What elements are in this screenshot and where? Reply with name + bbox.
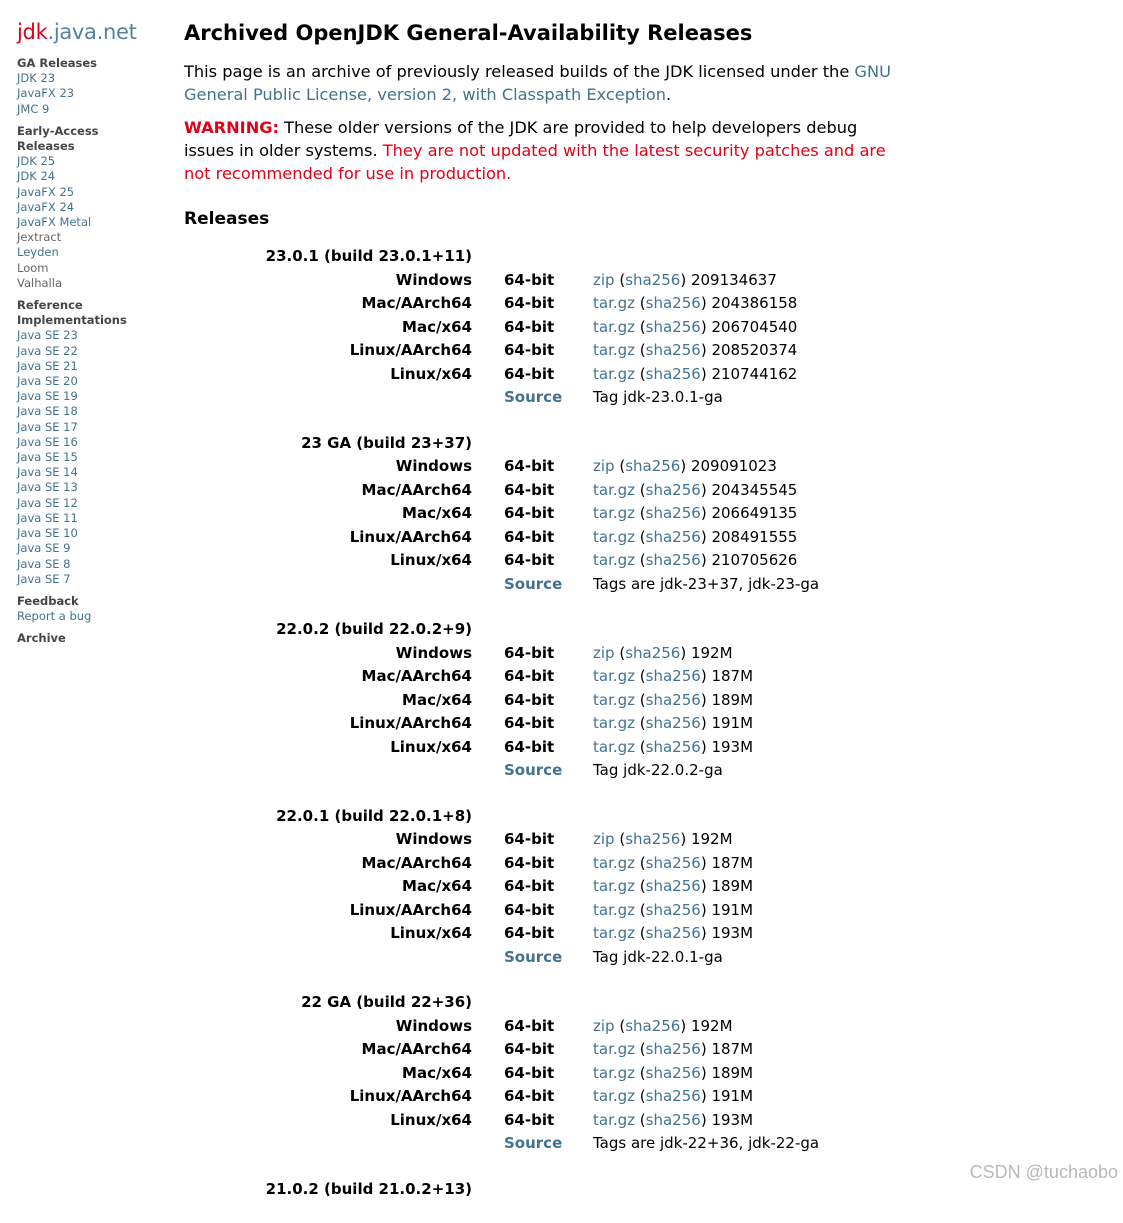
archive-download-link[interactable]: tar.gz <box>593 690 636 709</box>
archive-download-link[interactable]: tar.gz <box>593 1040 636 1058</box>
arch-label: 64-bit <box>504 457 555 475</box>
source-tag: Tag jdk-22.0.1-ga <box>593 947 723 966</box>
download-links: tar.gz (sha256) 191M <box>593 900 754 919</box>
platform-label: Windows <box>395 270 472 289</box>
platform-label: Mac/AArch64 <box>361 853 472 872</box>
file-size: 210744162 <box>711 364 798 383</box>
archive-download-link[interactable]: tar.gz <box>593 737 636 756</box>
license-link[interactable]: GNU General Public License, version 2, with Classpath Exception <box>184 62 891 104</box>
source-tag: Tags are jdk-23+37, jdk-23-ga <box>593 574 820 593</box>
sha256-link[interactable]: sha256 <box>645 294 701 312</box>
sha256-link[interactable]: sha256 <box>645 667 701 685</box>
releases-heading: Releases <box>184 209 270 229</box>
arch-label: 64-bit <box>504 294 555 312</box>
archive-download-link[interactable]: tar.gz <box>593 900 636 919</box>
file-size: 204386158 <box>711 294 798 312</box>
download-row <box>184 828 904 852</box>
platform-label: Linux/x64 <box>390 551 472 569</box>
nav-link-javafx-25[interactable]: JavaFX 25 <box>17 184 75 199</box>
download-links: tar.gz (sha256) 206704540 <box>593 317 798 336</box>
download-links: tar.gz (sha256) 189M <box>593 877 754 895</box>
nav-heading-feedback: Feedback <box>17 593 79 608</box>
nav-link-jmc-9[interactable]: JMC 9 <box>17 101 50 116</box>
arch-label: 64-bit <box>504 480 555 499</box>
file-size: 189M <box>711 1063 754 1082</box>
release-block <box>184 1178 904 1202</box>
download-row <box>184 292 904 316</box>
download-row <box>184 689 904 713</box>
sha256-link[interactable]: sha256 <box>645 714 701 732</box>
nav-link-jextract[interactable]: Jextract <box>17 230 62 245</box>
archive-download-link[interactable]: tar.gz <box>593 341 636 359</box>
sidebar-nav <box>17 18 167 654</box>
sha256-link[interactable]: sha256 <box>645 924 701 942</box>
intro-paragraph <box>184 60 904 106</box>
nav-link-java-se-12[interactable]: Java SE 12 <box>17 495 78 510</box>
file-size: 193M <box>711 924 754 942</box>
file-size: 206649135 <box>711 504 798 522</box>
sha256-link[interactable]: sha256 <box>625 1016 681 1035</box>
platform-label: Mac/x64 <box>402 690 472 709</box>
nav-link-javafx-metal[interactable]: JavaFX Metal <box>17 215 92 230</box>
source-link[interactable]: Source <box>504 761 563 779</box>
nav-heading-reference-implementations: Reference Implementations <box>17 298 127 328</box>
sha256-link[interactable]: sha256 <box>645 877 701 895</box>
archive-download-link[interactable]: tar.gz <box>593 480 636 499</box>
platform-label: Windows <box>395 830 472 848</box>
sha256-link[interactable]: sha256 <box>645 504 701 522</box>
download-row <box>184 875 904 899</box>
sha256-link[interactable]: sha256 <box>645 1087 701 1105</box>
platform-spacer <box>184 1132 472 1156</box>
file-size: 192M <box>690 1016 733 1035</box>
platform-label: Windows <box>395 457 472 475</box>
download-row <box>184 852 904 876</box>
sha256-link[interactable]: sha256 <box>625 643 681 662</box>
platform-spacer <box>184 386 472 410</box>
platform-label: Linux/x64 <box>390 737 472 756</box>
platform-label: Mac/x64 <box>402 504 472 522</box>
arch-label: 64-bit <box>504 853 555 872</box>
download-row <box>184 922 904 946</box>
nav-link-loom[interactable]: Loom <box>17 260 49 275</box>
intro-end: . <box>666 85 672 104</box>
archive-download-link[interactable]: tar.gz <box>593 714 636 732</box>
arch-label: 64-bit <box>504 1040 555 1058</box>
release-block <box>184 805 904 970</box>
archive-download-link[interactable]: zip <box>593 270 615 289</box>
sha256-link[interactable]: sha256 <box>645 1063 701 1082</box>
source-link[interactable]: Source <box>504 388 563 406</box>
arch-label: 64-bit <box>504 270 555 289</box>
release-block <box>184 432 904 597</box>
platform-label: Linux/AArch64 <box>349 341 472 359</box>
arch-label: 64-bit <box>504 737 555 756</box>
platform-label: Mac/AArch64 <box>361 1040 472 1058</box>
download-links: tar.gz (sha256) 193M <box>593 737 754 756</box>
release-title: 22.0.2 (build 22.0.2+9) <box>276 620 472 638</box>
download-row <box>184 455 904 479</box>
download-row <box>184 1109 904 1133</box>
platform-label: Windows <box>395 1016 472 1035</box>
arch-label: 64-bit <box>504 924 555 942</box>
download-links: zip (sha256) 192M <box>593 1016 733 1035</box>
download-links: zip (sha256) 209091023 <box>593 457 777 475</box>
archive-download-link[interactable]: tar.gz <box>593 1063 636 1082</box>
archive-download-link[interactable]: zip <box>593 457 615 475</box>
archive-download-link[interactable]: tar.gz <box>593 504 636 522</box>
platform-label: Linux/AArch64 <box>349 714 472 732</box>
archive-download-link[interactable]: tar.gz <box>593 853 636 872</box>
source-tag: Tag jdk-22.0.2-ga <box>593 761 723 779</box>
download-row <box>184 339 904 363</box>
download-links: tar.gz (sha256) 193M <box>593 1110 754 1129</box>
page-title: Archived OpenJDK General-Availability Releases <box>184 21 753 45</box>
release-block <box>184 245 904 410</box>
nav-link-java-se-23[interactable]: Java SE 23 <box>17 328 78 343</box>
file-size: 189M <box>711 877 754 895</box>
download-links: zip (sha256) 192M <box>593 643 733 662</box>
download-row <box>184 642 904 666</box>
source-tag: Tag jdk-23.0.1-ga <box>593 388 723 406</box>
file-size: 187M <box>711 667 754 685</box>
download-row <box>184 549 904 573</box>
download-links: tar.gz (sha256) 187M <box>593 1040 754 1058</box>
file-size: 206704540 <box>711 317 798 336</box>
arch-label: 64-bit <box>504 643 555 662</box>
watermark: CSDN @tuchaobo <box>969 1162 1118 1182</box>
archive-download-link[interactable]: tar.gz <box>593 317 636 336</box>
platform-label: Linux/AArch64 <box>349 900 472 919</box>
nav-link-leyden[interactable]: Leyden <box>17 245 59 260</box>
nav-link-java-se-7[interactable]: Java SE 7 <box>17 571 71 586</box>
arch-label: 64-bit <box>504 1063 555 1082</box>
nav-section-feedback <box>17 594 167 624</box>
sha256-link[interactable]: sha256 <box>645 1040 701 1058</box>
nav-link-java-se-14[interactable]: Java SE 14 <box>17 465 78 480</box>
file-size: 192M <box>690 643 733 662</box>
download-links: tar.gz (sha256) 189M <box>593 1063 754 1082</box>
nav-link-java-se-18[interactable]: Java SE 18 <box>17 404 78 419</box>
download-row <box>184 899 904 923</box>
download-row <box>184 269 904 293</box>
download-row <box>184 316 904 340</box>
sha256-link[interactable]: sha256 <box>645 737 701 756</box>
download-links: tar.gz (sha256) 189M <box>593 690 754 709</box>
release-block <box>184 618 904 783</box>
release-title: 21.0.2 (build 21.0.2+13) <box>265 1179 472 1198</box>
file-size: 187M <box>711 853 754 872</box>
nav-link-javafx-23[interactable]: JavaFX 23 <box>17 86 75 101</box>
source-row <box>184 386 904 410</box>
archive-download-link[interactable]: tar.gz <box>593 294 636 312</box>
file-size: 193M <box>711 1110 754 1129</box>
platform-spacer <box>184 759 472 783</box>
arch-label: 64-bit <box>504 1087 555 1105</box>
platform-label: Linux/AArch64 <box>349 1087 472 1105</box>
source-link[interactable]: Source <box>504 947 563 966</box>
nav-link-javafx-24[interactable]: JavaFX 24 <box>17 199 75 214</box>
arch-label: 64-bit <box>504 830 555 848</box>
source-row <box>184 1132 904 1156</box>
file-size: 189M <box>711 690 754 709</box>
nav-section-archive <box>17 631 167 646</box>
nav-link-java-se-17[interactable]: Java SE 17 <box>17 419 78 434</box>
download-links: tar.gz (sha256) 187M <box>593 667 754 685</box>
sha256-link[interactable]: sha256 <box>645 690 701 709</box>
nav-link-java-se-10[interactable]: Java SE 10 <box>17 526 78 541</box>
archive-download-link[interactable]: tar.gz <box>593 877 636 895</box>
download-row <box>184 1085 904 1109</box>
archive-download-link[interactable]: zip <box>593 643 615 662</box>
platform-label: Linux/x64 <box>390 1110 472 1129</box>
nav-link-java-se-19[interactable]: Java SE 19 <box>17 389 78 404</box>
source-link[interactable]: Source <box>504 1134 563 1152</box>
nav-section-early-access <box>17 124 167 291</box>
source-row <box>184 946 904 970</box>
download-links: tar.gz (sha256) 191M <box>593 714 754 732</box>
nav-link-java-se-13[interactable]: Java SE 13 <box>17 480 78 495</box>
arch-label: 64-bit <box>504 667 555 685</box>
arch-label: 64-bit <box>504 690 555 709</box>
nav-link-jdk-24[interactable]: JDK 24 <box>17 169 56 184</box>
platform-spacer <box>184 946 472 970</box>
release-title: 23 GA (build 23+37) <box>301 433 472 452</box>
platform-label: Mac/x64 <box>402 1063 472 1082</box>
logo-jdk: jdk <box>17 20 48 44</box>
warning-text: These older versions of the JDK are provided to help developers debug issues in older systems. <box>184 118 858 160</box>
sha256-link[interactable]: sha256 <box>645 341 701 359</box>
arch-label: 64-bit <box>504 877 555 895</box>
sha256-link[interactable]: sha256 <box>625 457 681 475</box>
sha256-link[interactable]: sha256 <box>645 1110 701 1129</box>
archive-download-link[interactable]: tar.gz <box>593 551 636 569</box>
intro-text: This page is an archive of previously released builds of the JDK licensed under the <box>184 62 855 81</box>
download-links: tar.gz (sha256) 191M <box>593 1087 754 1105</box>
sha256-link[interactable]: sha256 <box>625 270 681 289</box>
platform-label: Mac/AArch64 <box>361 294 472 312</box>
file-size: 187M <box>711 1040 754 1058</box>
nav-heading-ga: GA Releases <box>17 56 97 70</box>
download-links: tar.gz (sha256) 208491555 <box>593 527 798 546</box>
download-links: tar.gz (sha256) 204386158 <box>593 294 798 312</box>
arch-label: 64-bit <box>504 317 555 336</box>
download-row <box>184 1015 904 1039</box>
file-size: 191M <box>711 714 754 732</box>
platform-label: Mac/x64 <box>402 317 472 336</box>
nav-link-jdk-23[interactable]: JDK 23 <box>17 71 56 86</box>
platform-spacer <box>184 573 472 597</box>
file-size: 204345545 <box>711 480 798 499</box>
download-row <box>184 363 904 387</box>
releases-list <box>184 245 904 1201</box>
arch-label: 64-bit <box>504 364 555 383</box>
sha256-link[interactable]: sha256 <box>645 317 701 336</box>
download-links: tar.gz (sha256) 208520374 <box>593 341 798 359</box>
download-links: zip (sha256) 209134637 <box>593 270 777 289</box>
download-links: tar.gz (sha256) 187M <box>593 853 754 872</box>
download-row <box>184 1062 904 1086</box>
download-row <box>184 712 904 736</box>
file-size: 209134637 <box>690 270 777 289</box>
nav-link-valhalla[interactable]: Valhalla <box>17 275 62 290</box>
platform-label: Linux/x64 <box>390 364 472 383</box>
nav-link-java-se-21[interactable]: Java SE 21 <box>17 358 78 373</box>
sha256-link[interactable]: sha256 <box>645 900 701 919</box>
nav-link-java-se-9[interactable]: Java SE 9 <box>17 541 71 556</box>
nav-link-java-se-16[interactable]: Java SE 16 <box>17 434 78 449</box>
nav-heading-archive: Archive <box>17 631 66 646</box>
download-links: tar.gz (sha256) 210744162 <box>593 364 798 383</box>
warning-paragraph <box>184 116 904 185</box>
platform-label: Linux/AArch64 <box>349 527 472 546</box>
source-row <box>184 759 904 783</box>
sha256-link[interactable]: sha256 <box>645 364 701 383</box>
nav-section-ga <box>17 56 167 117</box>
file-size: 192M <box>690 830 733 848</box>
source-tag: Tags are jdk-22+36, jdk-22-ga <box>593 1134 820 1152</box>
file-size: 208520374 <box>711 341 798 359</box>
download-row <box>184 1038 904 1062</box>
arch-label: 64-bit <box>504 527 555 546</box>
arch-label: 64-bit <box>504 1016 555 1035</box>
download-links: tar.gz (sha256) 210705626 <box>593 551 798 569</box>
warning-label: WARNING: <box>184 118 279 137</box>
nav-heading-early-access: Early-Access Releases <box>17 123 99 154</box>
release-title: 22 GA (build 22+36) <box>301 993 472 1011</box>
archive-download-link[interactable]: tar.gz <box>593 364 636 383</box>
nav-link-java-se-22[interactable]: Java SE 22 <box>17 343 78 358</box>
arch-label: 64-bit <box>504 900 555 919</box>
arch-label: 64-bit <box>504 551 555 569</box>
file-size: 191M <box>711 1087 754 1105</box>
file-size: 210705626 <box>711 551 798 569</box>
archive-download-link[interactable]: tar.gz <box>593 667 636 685</box>
archive-download-link[interactable]: zip <box>593 830 615 848</box>
file-size: 208491555 <box>711 527 798 546</box>
download-links: tar.gz (sha256) 193M <box>593 924 754 942</box>
logo-java-net: .java.net <box>47 20 137 44</box>
arch-label: 64-bit <box>504 714 555 732</box>
download-links: tar.gz (sha256) 206649135 <box>593 504 798 522</box>
sha256-link[interactable]: sha256 <box>645 480 701 499</box>
archive-download-link[interactable]: tar.gz <box>593 1087 636 1105</box>
platform-label: Mac/AArch64 <box>361 667 472 685</box>
arch-label: 64-bit <box>504 341 555 359</box>
download-row <box>184 665 904 689</box>
source-row <box>184 573 904 597</box>
nav-link-report-a-bug[interactable]: Report a bug <box>17 609 92 624</box>
main-content <box>184 18 904 1223</box>
release-title: 23.0.1 (build 23.0.1+11) <box>265 247 472 265</box>
download-row <box>184 502 904 526</box>
download-row <box>184 526 904 550</box>
download-row <box>184 479 904 503</box>
sha256-link[interactable]: sha256 <box>645 853 701 872</box>
download-row <box>184 736 904 760</box>
nav-link-java-se-11[interactable]: Java SE 11 <box>17 510 78 525</box>
warning-security-notice: They are not updated with the latest security patches and are not recommended for use in production. <box>184 141 886 183</box>
file-size: 209091023 <box>690 457 777 475</box>
archive-download-link[interactable]: tar.gz <box>593 924 636 942</box>
platform-label: Windows <box>395 643 472 662</box>
platform-label: Linux/x64 <box>390 924 472 942</box>
file-size: 191M <box>711 900 754 919</box>
archive-download-link[interactable]: tar.gz <box>593 1110 636 1129</box>
sha256-link[interactable]: sha256 <box>625 830 681 848</box>
nav-link-java-se-20[interactable]: Java SE 20 <box>17 374 78 389</box>
sha256-link[interactable]: sha256 <box>645 551 701 569</box>
site-logo[interactable] <box>17 18 167 46</box>
release-block <box>184 991 904 1156</box>
sha256-link[interactable]: sha256 <box>645 527 701 546</box>
source-link[interactable]: Source <box>504 574 563 593</box>
nav-section-reference-implementations <box>17 298 167 587</box>
nav-link-java-se-8[interactable]: Java SE 8 <box>17 556 71 571</box>
platform-label: Mac/AArch64 <box>361 480 472 499</box>
download-links: zip (sha256) 192M <box>593 830 733 848</box>
release-title: 22.0.1 (build 22.0.1+8) <box>276 806 472 825</box>
platform-label: Mac/x64 <box>402 877 472 895</box>
file-size: 193M <box>711 737 754 756</box>
nav-link-jdk-25[interactable]: JDK 25 <box>17 154 56 169</box>
download-links: tar.gz (sha256) 204345545 <box>593 480 798 499</box>
archive-download-link[interactable]: tar.gz <box>593 527 636 546</box>
archive-download-link[interactable]: zip <box>593 1016 615 1035</box>
nav-link-java-se-15[interactable]: Java SE 15 <box>17 450 78 465</box>
arch-label: 64-bit <box>504 504 555 522</box>
arch-label: 64-bit <box>504 1110 555 1129</box>
